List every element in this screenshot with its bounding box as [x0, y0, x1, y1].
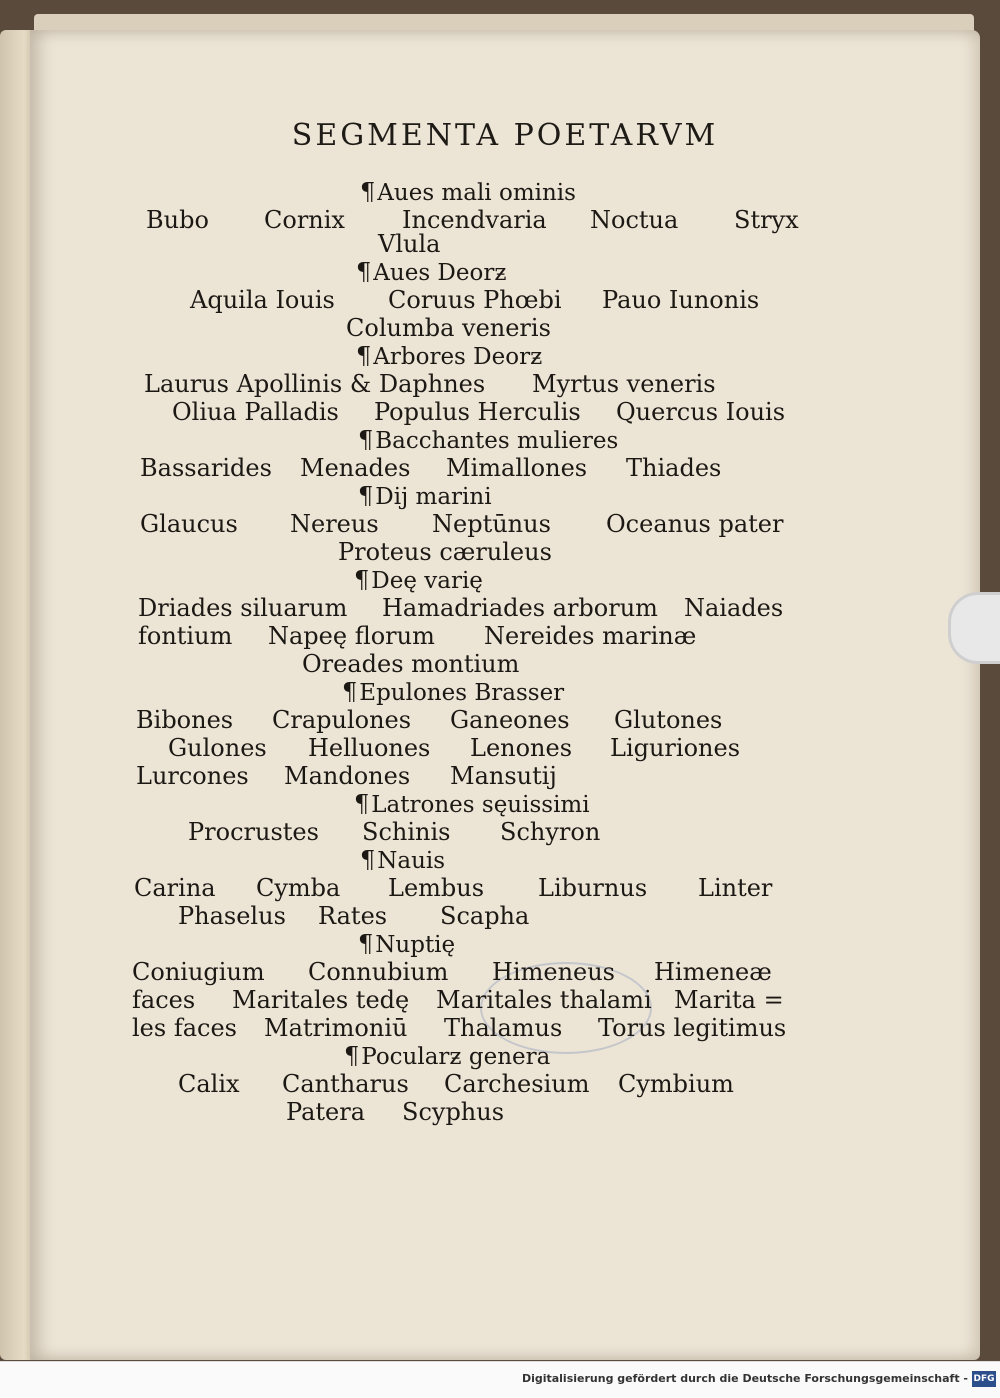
list-item: Schinis: [362, 818, 451, 846]
list-item: Stryx: [734, 206, 799, 234]
list-item: Vlula: [378, 230, 441, 258]
list-item: Coniugium: [132, 958, 265, 986]
list-item: Helluones: [308, 734, 431, 762]
list-item: Scyphus: [402, 1098, 505, 1126]
list-item: Carchesium: [444, 1070, 590, 1098]
list-item: Himeneæ: [654, 958, 772, 986]
list-item: Oliua Palladis: [172, 398, 339, 426]
book-page: [30, 30, 980, 1360]
list-item: Glaucus: [140, 510, 238, 538]
list-item: Mansutij: [450, 762, 557, 790]
list-item: Cornix: [264, 206, 345, 234]
list-item: Populus Herculis: [374, 398, 581, 426]
list-item: Incendvaria: [402, 206, 547, 234]
list-item: Ganeones: [450, 706, 570, 734]
list-item: les faces: [132, 1014, 237, 1042]
list-item: Matrimoniū: [264, 1014, 408, 1042]
list-item: fontium: [138, 622, 233, 650]
section-heading: ¶ Aues mali ominis: [360, 178, 576, 207]
list-item: Oreades montium: [302, 650, 520, 678]
section-heading: ¶ Nuptię: [358, 930, 455, 959]
list-item: Himeneus: [492, 958, 615, 986]
list-item: Oceanus pater: [606, 510, 784, 538]
list-item: Patera: [286, 1098, 366, 1126]
list-item: Pauo Iunonis: [602, 286, 760, 314]
list-item: Coruus Phœbi: [388, 286, 562, 314]
list-item: Marita =: [674, 986, 784, 1014]
list-item: Aquila Iouis: [190, 286, 335, 314]
list-item: Linter: [698, 874, 773, 902]
list-item: Laurus Apollinis & Daphnes: [144, 370, 486, 398]
list-item: Bassarides: [140, 454, 272, 482]
page-title: SEGMENTA POETARVM: [291, 118, 719, 153]
list-item: Glutones: [614, 706, 723, 734]
list-item: Calix: [178, 1070, 240, 1098]
list-item: Mimallones: [446, 454, 588, 482]
list-item: Neptūnus: [432, 510, 551, 538]
section-heading: ¶ Epulones Brasser: [342, 678, 564, 707]
list-item: Quercus Iouis: [616, 398, 786, 426]
dfg-logo: DFG: [972, 1371, 996, 1387]
list-item: Procrustes: [188, 818, 319, 846]
section-heading: ¶ Bacchantes mulieres: [358, 426, 618, 455]
section-heading: ¶ Aues Deorƶ: [356, 258, 506, 287]
list-item: Napeę florum: [268, 622, 435, 650]
list-item: Torus legitimus: [598, 1014, 787, 1042]
list-item: Myrtus veneris: [532, 370, 716, 398]
list-item: Maritales tedę: [232, 986, 410, 1014]
list-item: Connubium: [308, 958, 449, 986]
list-item: Nereus: [290, 510, 379, 538]
list-item: Proteus cæruleus: [338, 538, 552, 566]
list-item: Bibones: [136, 706, 234, 734]
footer-text: Digitalisierung gefördert durch die Deutsche Forschungsgemeinschaft -: [521, 1372, 968, 1385]
list-item: Lenones: [470, 734, 573, 762]
footer-bar: [0, 1361, 1000, 1398]
list-item: Cymbium: [618, 1070, 734, 1098]
list-item: Mandones: [284, 762, 411, 790]
list-item: Thalamus: [444, 1014, 563, 1042]
list-item: Crapulones: [272, 706, 412, 734]
list-item: Bubo: [146, 206, 209, 234]
section-heading: ¶ Dij marini: [358, 482, 492, 511]
section-heading: ¶ Nauis: [360, 846, 445, 875]
list-item: Schyron: [500, 818, 601, 846]
list-item: Liguriones: [610, 734, 741, 762]
list-item: Menades: [300, 454, 411, 482]
list-item: Scapha: [440, 902, 530, 930]
list-item: faces: [132, 986, 196, 1014]
list-item: Thiades: [626, 454, 722, 482]
section-heading: ¶ Pocularƶ genera: [344, 1042, 550, 1071]
list-item: Lurcones: [136, 762, 249, 790]
list-item: Rates: [318, 902, 388, 930]
list-item: Cymba: [256, 874, 341, 902]
list-item: Lembus: [388, 874, 485, 902]
section-heading: ¶ Arbores Deorƶ: [356, 342, 542, 371]
list-item: Maritales thalami: [436, 986, 652, 1014]
list-item: Gulones: [168, 734, 267, 762]
section-heading: ¶ Deę varię: [354, 566, 483, 595]
list-item: Nereides marinæ: [484, 622, 697, 650]
list-item: Liburnus: [538, 874, 648, 902]
list-item: Cantharus: [282, 1070, 409, 1098]
page-tab-clip: [948, 592, 1000, 664]
list-item: Hamadriades arborum: [382, 594, 658, 622]
list-item: Columba veneris: [346, 314, 551, 342]
list-item: Driades siluarum: [138, 594, 348, 622]
list-item: Noctua: [590, 206, 679, 234]
list-item: Carina: [134, 874, 216, 902]
list-item: Naiades: [684, 594, 784, 622]
section-heading: ¶ Latrones sęuissimi: [354, 790, 590, 819]
list-item: Phaselus: [178, 902, 286, 930]
